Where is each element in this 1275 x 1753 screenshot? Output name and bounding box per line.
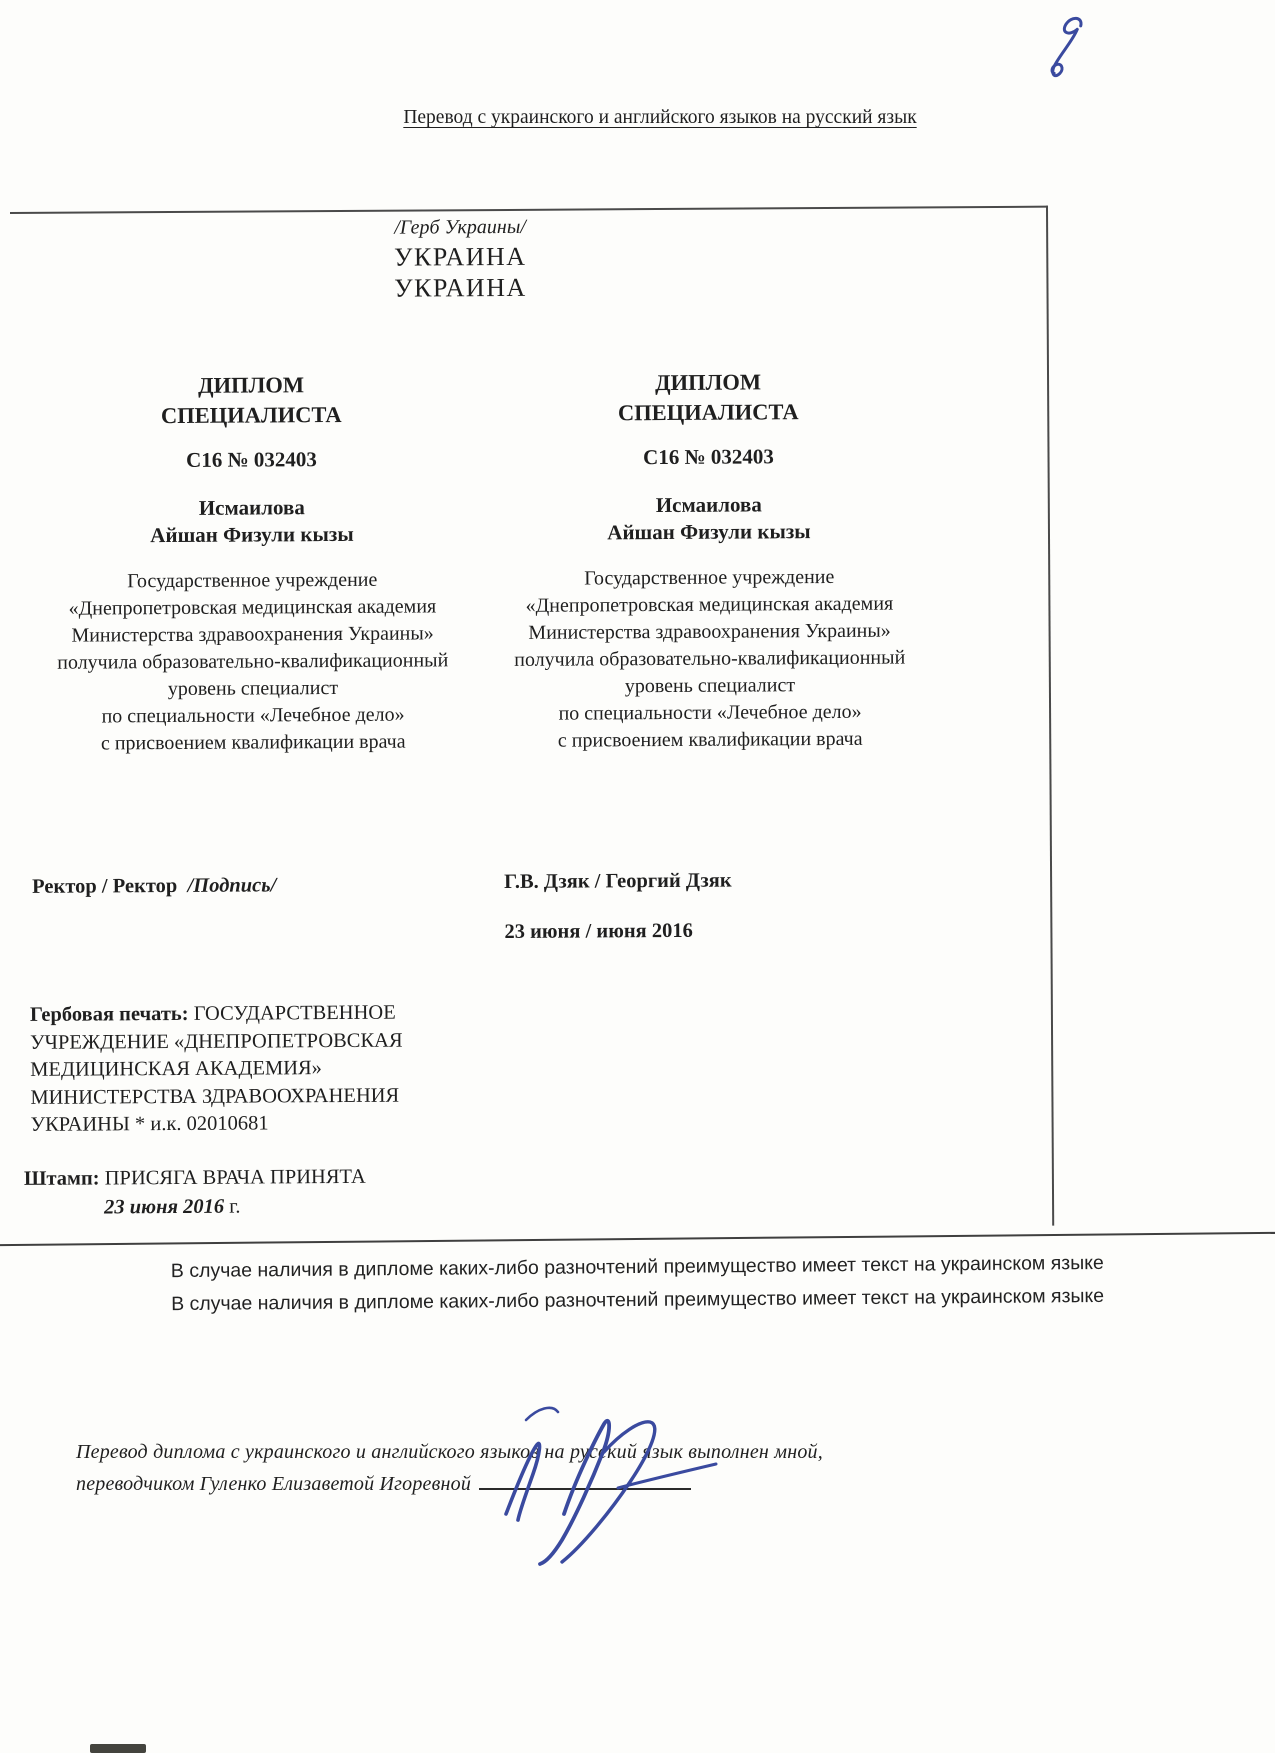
- emblem-note: /Герб Украины/: [394, 215, 526, 239]
- body-line: Государственное учреждение: [127, 568, 378, 593]
- diploma-translation-box: [10, 206, 1054, 1232]
- body-line: уровень специалист: [624, 674, 796, 698]
- body-line: Министерства здравоохранения Украины»: [71, 622, 434, 647]
- body-line: получила образовательно-квалификационный: [57, 649, 449, 674]
- graduate-name: [32, 493, 472, 550]
- signatory-date: 23 июня / июня 2016: [504, 919, 693, 943]
- body-line: Министерства здравоохранения Украины»: [528, 619, 891, 644]
- handwritten-page-number: [1040, 12, 1096, 86]
- stamp-date: 23 июня 2016: [104, 1195, 225, 1219]
- body-line: по специальности «Лечебное дело»: [101, 703, 405, 728]
- translator-statement-line1: Перевод диплома с украинского и английского языков на русский язык выполнен мной,: [76, 1441, 823, 1463]
- graduate-surname: Исмаилова: [655, 492, 762, 518]
- signature-placeholder-note: [182, 874, 276, 897]
- rector-label: Ректор / Ректор: [32, 874, 178, 898]
- diploma-title: [493, 366, 923, 429]
- body-line: получила образовательно-квалификационный: [514, 646, 906, 671]
- signature-note-text: /Подпись/: [187, 874, 277, 897]
- signatory-name: Г.В. Дзяк / Георгий Дзяк: [504, 869, 732, 893]
- disclaimer-line2: В случае наличия в дипломе каких-либо разночтений преимущество имеет текст на украинском языке: [171, 1284, 1105, 1316]
- body-line: «Днепропетровская медицинская академия: [525, 592, 894, 617]
- diploma-body-text: [494, 563, 925, 755]
- graduate-name: [494, 490, 924, 547]
- disclaimer-block: [0, 1245, 1275, 1322]
- body-line: с присвоением квалификации врача: [557, 727, 863, 752]
- body-line: Государственное учреждение: [584, 565, 835, 590]
- scan-artifact-smudge: [90, 1744, 146, 1753]
- translator-name-text: переводчиком Гуленко Елизаветой Игоревной: [76, 1473, 472, 1495]
- diploma-serial: С16 № 032403: [643, 444, 774, 470]
- graduate-given-names: Айшан Физули кызы: [150, 521, 354, 548]
- stamp-text-line: [24, 1163, 366, 1194]
- diploma-title-line1: ДИПЛОМ: [197, 372, 305, 398]
- seal-text-line1: ГОСУДАРСТВЕННОЕ: [193, 1001, 396, 1025]
- graduate-given-names: Айшан Физули кызы: [607, 519, 811, 545]
- body-line: уровень специалист: [167, 677, 339, 701]
- diploma-serial: С16 № 032403: [186, 447, 317, 472]
- diploma-column-left: [31, 369, 473, 758]
- seal-text-line2: УЧРЕЖДЕНИЕ «ДНЕПРОПЕТРОВСКАЯ: [30, 1029, 403, 1054]
- seal-text-line4: МИНИСТЕРСТВА ЗДРАВООХРАНЕНИЯ: [30, 1084, 400, 1109]
- diploma-title-line2: СПЕЦИАЛИСТА: [617, 399, 799, 426]
- diploma-title-line1: ДИПЛОМ: [654, 369, 762, 396]
- body-line: «Днепропетровская медицинская академия: [68, 595, 437, 620]
- body-line: по специальности «Лечебное дело»: [558, 700, 862, 725]
- stamp-date-line: [104, 1192, 366, 1223]
- seal-label: Гербовая печать:: [29, 1002, 189, 1026]
- diploma-title: [31, 369, 471, 432]
- translator-ink-signature: [468, 1396, 798, 1576]
- seal-description: [30, 999, 481, 1139]
- stamp-text: ПРИСЯГА ВРАЧА ПРИНЯТА: [104, 1165, 366, 1190]
- diploma-column-right: [493, 366, 925, 755]
- country-name-line1: УКРАИНА: [393, 241, 527, 272]
- stamp-label: Штамп:: [23, 1167, 100, 1190]
- country-name-line2: УКРАИНА: [394, 272, 527, 303]
- rector-signature-line: [32, 874, 276, 898]
- stamp-description: [24, 1163, 366, 1223]
- diploma-title-line2: СПЕЦИАЛИСТА: [160, 401, 342, 429]
- disclaimer-line1: В случае наличия в дипломе каких-либо разночтений преимущество имеет текст на украинском языке: [170, 1251, 1104, 1283]
- stamp-date-suffix: г.: [229, 1195, 241, 1218]
- seal-text-line5: УКРАИНЫ * и.к. 02010681: [30, 1112, 269, 1136]
- page-title: Перевод с украинского и английского языков на русский язык: [403, 107, 917, 128]
- body-line: с присвоением квалификации врача: [100, 730, 406, 755]
- seal-text-line3: МЕДИЦИНСКАЯ АКАДЕМИЯ»: [30, 1057, 322, 1081]
- graduate-surname: Исмаилова: [198, 495, 305, 520]
- horizontal-divider: [0, 1232, 1275, 1246]
- diploma-body-text: [32, 566, 473, 758]
